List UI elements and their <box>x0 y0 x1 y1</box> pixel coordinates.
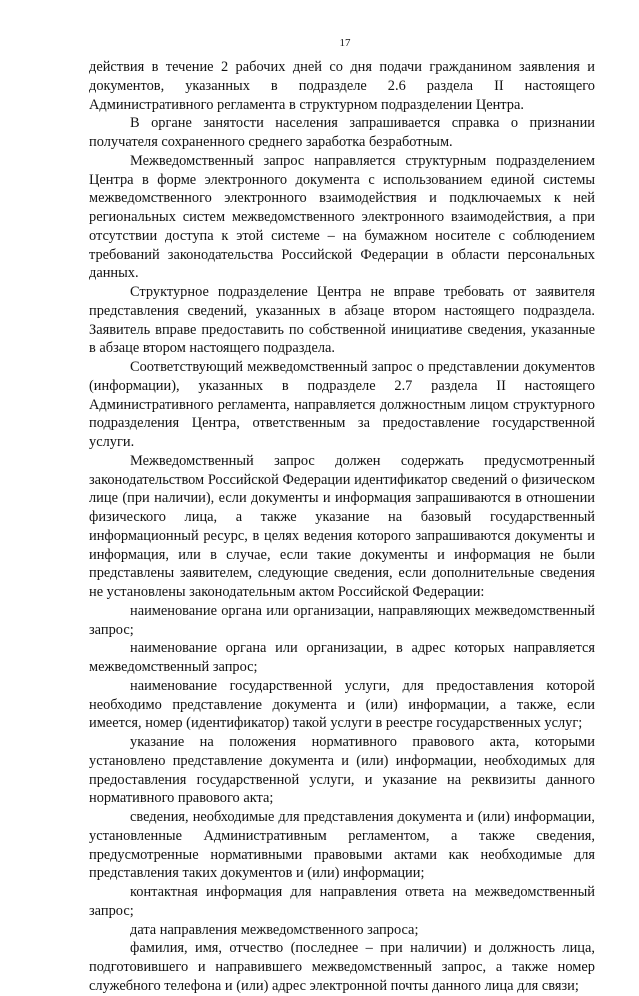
paragraph: В органе занятости населения запрашивается справка о признании получателя сохраненного среднего заработка безработным. <box>89 115 595 150</box>
paragraph: действия в течение 2 рабочих дней со дня подачи гражданином заявления и документов, указанных в подразделе 2.6 раздела II настоящего Административного регламента в структурном подразделении Центра. <box>89 59 595 113</box>
list-item: контактная информация для направления ответа на межведомственный запрос; <box>89 884 595 919</box>
list-item: наименование органа или организации, в адрес которых направляется межведомственный запрос; <box>89 640 595 675</box>
paragraph: Структурное подразделение Центра не вправе требовать от заявителя представления сведений, указанных в абзаце втором настоящего подраздела. Заявитель вправе предоставить по собственной инициативе сведения, указанные в абзаце втором настоящего подраздела. <box>89 284 595 357</box>
list-item: наименование органа или организации, направляющих межведомственный запрос; <box>89 602 595 638</box>
paragraph: Межведомственный запрос должен содержать предусмотренный законодательством Российской Федерации идентификатор сведений о физическом лице (при наличии), если документы и информация запрашиваются в отношении физического лица, а также указание на базовый государственный информационный ресурс, в целях ведения которого запрашиваются документы и информация, или в случае, если такие документы и информация не были представлены заявителем, следующие сведения, если дополнительные сведения не установлены законодательным актом Российской Федерации: <box>89 452 595 600</box>
list-item: фамилия, имя, отчество (последнее – при наличии) и должность лица, подготовившего и направившего межведомственный запрос, а также номер служебного телефона и (или) адрес электронной почты данного лица для связи; <box>89 940 595 994</box>
list-item: наименование государственной услуги, для предоставления которой необходимо представление документа и (или) информации, а также, если имеется, номер (идентификатор) такой услуги в реестре государственных услуг; <box>89 677 595 732</box>
page-number: 17 <box>339 37 351 49</box>
document-body <box>89 58 595 996</box>
list-item: указание на положения нормативного правового акта, которыми установлено представление документа и (или) информации, необходимых для предоставления государственной услуги, и указание на реквизиты данного нормативного правового акта; <box>89 734 595 807</box>
paragraph: Соответствующий межведомственный запрос о представлении документов (информации), указанных в подразделе 2.7 раздела II настоящего Административного регламента, направляется должностным лицом структурного подразделения Центра, ответственным за предоставление государственной услуги. <box>89 359 595 450</box>
list-item: дата направления межведомственного запроса; <box>130 921 419 938</box>
paragraph: Межведомственный запрос направляется структурным подразделением Центра в форме электронного документа с использованием единой системы межведомственного электронного взаимодействия и подключаемых к ней региональных систем межведомственного электронного взаимодействия, а при отсутствии доступа к этой системе – на бумажном носителе с соблюдением требований законодательства Российской Федерации в области персональных данных. <box>89 152 595 282</box>
list-item: сведения, необходимые для представления документа и (или) информации, установленные Административным регламентом, а также сведения, предусмотренные нормативными правовыми актами как необходимые для представления таких документов и (или) информации; <box>89 809 595 882</box>
